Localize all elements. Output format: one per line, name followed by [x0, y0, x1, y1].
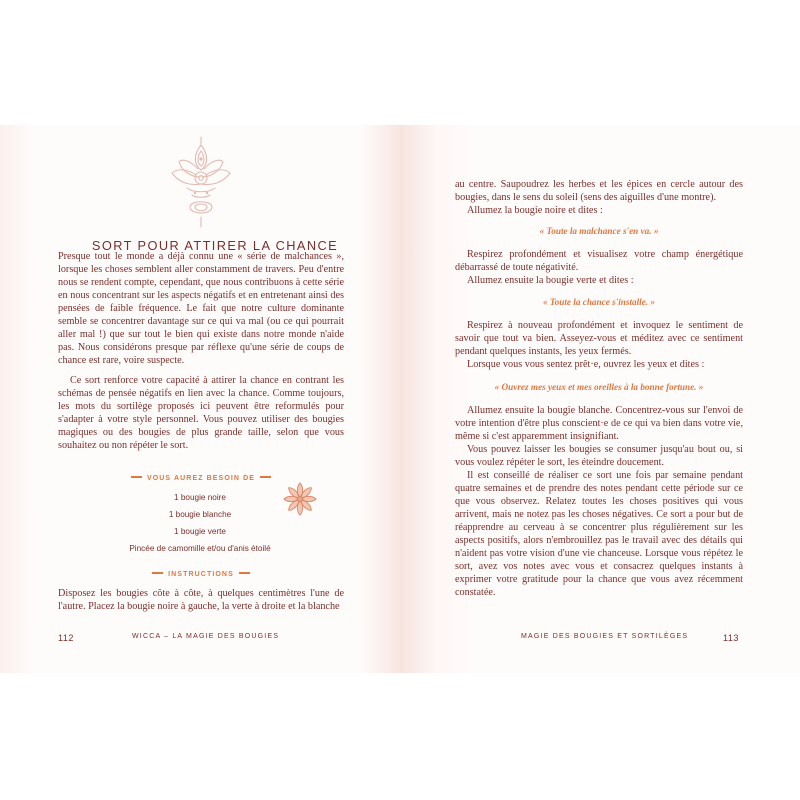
page-number-left: 112	[58, 633, 74, 643]
running-head-right: MAGIE DES BOUGIES ET SORTILÈGES	[521, 633, 689, 640]
left-page	[0, 125, 400, 673]
supplies-heading	[58, 475, 344, 482]
intro-paragraph: Presque tout le monde a déjà connu une « série de malchances », lorsque les choses semblent aller constamment de travers. Peu d'entre nous se rendent compte, cependant, que nous contribuons à cette série en nous concentrant sur les aspects négatifs et en entretenant ainsi des pensées de faible fréquence. Le fait que notre culture dominante semble se concentrer davantage sur ce qui va mal (ou ce qui pourrait aller mal !) que sur tout le bien qui existe dans notre monde n'aide pas. Nous considérons presque par réflexe qu'une série de coups de chance est rare, voire suspecte.	[58, 251, 344, 366]
right-paragraph: Il est conseillé de réaliser ce sort une fois par semaine pendant quatre semaines et de prendre des notes pendant cette période sur ce que vous observez. Relatez toutes les choses positives qui vous arrivent, mais ne notez pas les choses négatives. Ce sort a pour but de réapprendre au cerveau à se concentrer plus régulièrement sur les aspects positifs, alors n'embrouillez pas le travail avec des détails qui n'aident pas votre vision d'une vie chanceuse. Lorsque vous répétez le sort, avez vos notes avec vous et consacrez quelques instants à exprimer votre gratitude pour la chance que vous avez récemment constatée.	[455, 470, 743, 598]
spell-title: SORT POUR ATTIRER LA CHANCE	[91, 238, 339, 253]
supplies-heading-label: VOUS AUREZ BESOIN DE	[146, 475, 256, 482]
heading-dash-right	[239, 572, 250, 574]
supply-item: Pincée de camomille et/ou d'anis étoilé	[129, 544, 271, 553]
instructions-paragraph: Disposez les bougies côte à côte, à quelques centimètres l'une de l'autre. Placez la bougie noire à gauche, la verte à droite et la blanche	[58, 588, 344, 612]
star-anise-icon	[283, 482, 317, 516]
right-paragraph: Allumez ensuite la bougie blanche. Concentrez-vous sur l'envoi de votre intention d'être plus conscient·e de ce qui va bien dans votre vie, même si c'est apparemment insignifiant.	[455, 405, 743, 442]
right-paragraph: Respirez à nouveau profondément et invoquez le sentiment de savoir que tout va bien. Asseyez-vous et méditez avec ce sentiment pendant quelques instants, les yeux fermés.	[455, 320, 743, 357]
spell-purpose-paragraph: Ce sort renforce votre capacité à attirer la chance en contrant les schémas de pensée négatifs en lien avec la chance. Comme toujours, les mots du sortilège proposés ici peuvent être reformulés pour s'adapter à votre style personnel. Vous pouvez utiliser des bougies magiques ou des bougies de plus grande taille, selon que vous souhaitez ou non répéter le sort.	[58, 375, 344, 451]
right-paragraph: Respirez profondément et visualisez votre champ énergétique débarrassé de toute négativité.	[455, 249, 743, 273]
lotus-emblem-icon	[171, 135, 231, 229]
incantation: « Toute la chance s'installe. »	[543, 297, 655, 307]
running-head-left: WICCA – LA MAGIE DES BOUGIES	[132, 633, 280, 640]
supply-item: 1 bougie verte	[174, 527, 226, 536]
right-paragraph: Allumez ensuite la bougie verte et dites :	[467, 275, 634, 286]
incantation: « Toute la malchance s'en va. »	[539, 226, 659, 236]
right-paragraph: au centre. Saupoudrez les herbes et les épices en cercle autour des bougies, dans le sens du soleil (sens des aiguilles d'une montre).	[455, 179, 743, 203]
heading-dash-left	[152, 572, 163, 574]
right-paragraph: Lorsque vous vous sentez prêt·e, ouvrez les yeux et dites :	[467, 359, 705, 370]
right-page	[400, 125, 800, 673]
page-number-right: 113	[723, 633, 739, 643]
instructions-heading-label: INSTRUCTIONS	[168, 571, 234, 578]
heading-dash-left	[131, 476, 142, 478]
incantation: « Ouvrez mes yeux et mes oreilles à la bonne fortune. »	[494, 382, 704, 392]
heading-dash-right	[260, 476, 271, 478]
right-paragraph: Allumez la bougie noire et dites :	[467, 205, 603, 216]
supply-item: 1 bougie noire	[174, 493, 226, 502]
instructions-heading	[58, 571, 344, 578]
right-paragraph: Vous pouvez laisser les bougies se consumer jusqu'au bout ou, si vous voulez répéter le sort, les éteindre doucement.	[455, 444, 743, 468]
book-spread	[0, 125, 800, 673]
supply-item: 1 bougie blanche	[168, 510, 232, 519]
